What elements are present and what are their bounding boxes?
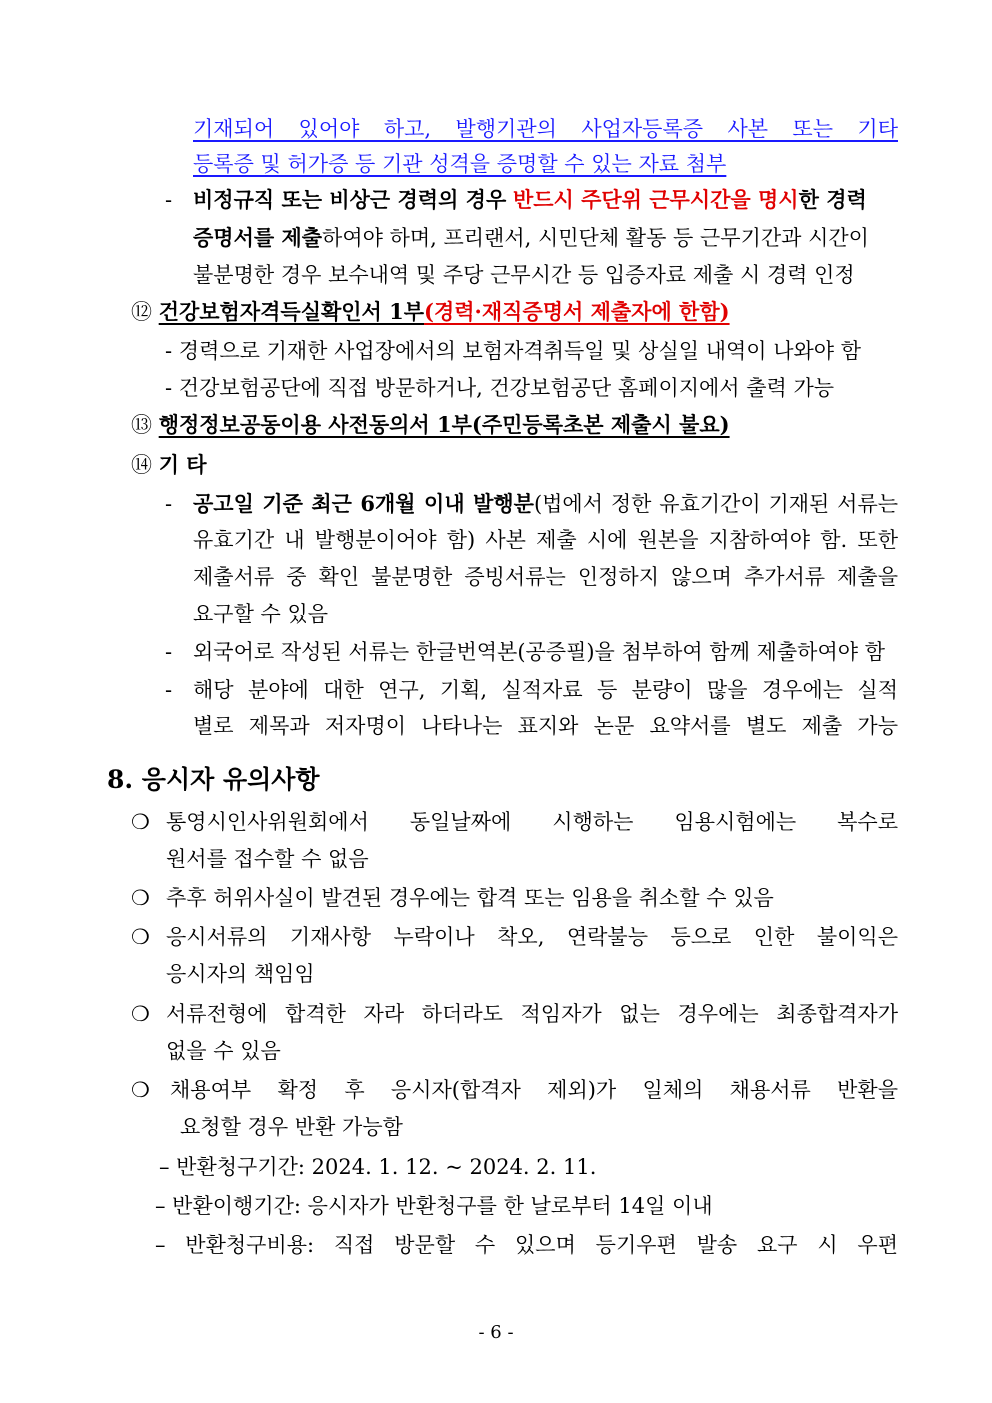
bullet-circle: ❍ bbox=[131, 1002, 150, 1026]
nonreg-line-2 bbox=[193, 224, 869, 252]
item12-note: (경력·재직증명서 제출자에 한함) bbox=[424, 299, 730, 324]
blue-note-line-2: 등록증 및 허가증 등 기관 성격을 증명할 수 있는 자료 첨부 bbox=[193, 152, 727, 176]
item12-bullet-1-text: 경력으로 기재한 사업장에서의 보험자격취득일 및 상실일 내역이 나와야 함 bbox=[178, 339, 862, 363]
item14-bullet-1-line-1 bbox=[193, 490, 898, 518]
section8-item3-line-1: 응시서류의 기재사항 누락이나 착오, 연락불능 등으로 인한 불이익은 bbox=[166, 925, 898, 949]
item14-number: ⑭ bbox=[131, 453, 152, 477]
nonreg-line2-rest: 하여야 하며, 프리랜서, 시민단체 활동 등 근무기간과 시간이 bbox=[322, 226, 869, 250]
section8-item4-line-1: 서류전형에 합격한 자라 하더라도 적임자가 없는 경우에는 최종합격자가 bbox=[166, 1002, 898, 1026]
item12-bullet-2-text: 건강보험공단에 직접 방문하거나, 건강보험공단 홈페이지에서 출력 가능 bbox=[178, 376, 835, 400]
item14-b1-bold: 공고일 기준 최근 6개월 이내 발행분 bbox=[193, 491, 534, 516]
sub-item-return-cost: – 반환청구비용: 직접 방문할 수 있으며 등기우편 발송 요구 시 우편 bbox=[155, 1233, 898, 1257]
section8-item5-line-1: 채용여부 확정 후 응시자(합격자 제외)가 일체의 채용서류 반환을 bbox=[170, 1078, 898, 1102]
item13-heading bbox=[131, 411, 730, 439]
item13-number: ⑬ bbox=[131, 413, 152, 437]
page-number: - 6 - bbox=[478, 1322, 514, 1343]
item14-b1-rest: (법에서 정한 유효기간이 기재된 서류는 bbox=[533, 492, 899, 516]
section8-item3-line-2: 응시자의 책임임 bbox=[166, 962, 315, 986]
section8-item2: 추후 허위사실이 발견된 경우에는 합격 또는 임용을 취소할 수 있음 bbox=[166, 886, 774, 910]
section8-item1-line-1: 통영시인사위원회에서 동일날짜에 시행하는 임용시험에는 복수로 bbox=[166, 810, 898, 834]
item12-bullet-2: - 건강보험공단에 직접 방문하거나, 건강보험공단 홈페이지에서 출력 가능 bbox=[165, 376, 835, 400]
item14-bullet-3-line-1: 해당 분야에 대한 연구, 기획, 실적자료 등 분량이 많을 경우에는 실적 bbox=[193, 678, 898, 702]
item12-heading bbox=[131, 298, 730, 326]
sub-item-return-period: – 반환청구기간: 2024. 1. 12. ~ 2024. 2. 11. bbox=[159, 1155, 597, 1179]
item14-bullet-3-line-2: 별로 제목과 저자명이 나타나는 표지와 논문 요약서를 별도 제출 가능 bbox=[193, 714, 898, 738]
nonreg-bold-a: 비정규직 또는 비상근 경력의 경우 bbox=[193, 187, 507, 212]
nonreg-line-1 bbox=[193, 186, 898, 214]
item14-title: 기 타 bbox=[158, 452, 207, 477]
bullet-circle: ❍ bbox=[131, 925, 150, 949]
nonreg-line2-bold: 증명서를 제출 bbox=[193, 225, 323, 250]
item14-bullet-1-line-2: 유효기간 내 발행분이어야 함) 사본 제출 시에 원본을 지참하여야 함. 또한 bbox=[193, 528, 898, 552]
item14-bullet-1-line-4: 요구할 수 있음 bbox=[193, 602, 329, 626]
item14-heading bbox=[131, 451, 207, 479]
dash: - bbox=[165, 678, 173, 702]
nonreg-line-3: 불분명한 경우 보수내역 및 주당 근무시간 등 입증자료 제출 시 경력 인정 bbox=[193, 263, 855, 287]
item14-bullet-2: 외국어로 작성된 서류는 한글번역본(공증필)을 첨부하여 함께 제출하여야 함 bbox=[193, 640, 885, 664]
item14-bullet-1-line-3: 제출서류 중 확인 불분명한 증빙서류는 인정하지 않으며 추가서류 제출을 bbox=[193, 565, 898, 589]
nonreg-red: 반드시 주단위 근무시간을 명시 bbox=[512, 187, 799, 212]
bullet-circle: ❍ bbox=[131, 1078, 150, 1102]
sub-item-return-deadline: – 반환이행기간: 응시자가 반환청구를 한 날로부터 14일 이내 bbox=[155, 1194, 713, 1218]
item12-number: ⑫ bbox=[131, 300, 152, 324]
dash: - bbox=[165, 188, 173, 212]
section8-item4-line-2: 없을 수 있음 bbox=[166, 1039, 281, 1063]
section8-item1-line-2: 원서를 접수할 수 없음 bbox=[166, 847, 369, 871]
item12-title: 건강보험자격득실확인서 1부 bbox=[158, 299, 425, 324]
item13-title: 행정정보공동이용 사전동의서 1부(주민등록초본 제출시 불요) bbox=[158, 412, 730, 437]
dash: - bbox=[165, 492, 173, 516]
item12-bullet-1: - 경력으로 기재한 사업장에서의 보험자격취득일 및 상실일 내역이 나와야 함 bbox=[165, 339, 862, 363]
section8-heading: 8. 응시자 유의사항 bbox=[107, 765, 320, 794]
bullet-circle: ❍ bbox=[131, 886, 150, 910]
blue-note-line-1: 기재되어 있어야 하고, 발행기관의 사업자등록증 사본 또는 기타 bbox=[193, 117, 898, 141]
bullet-circle: ❍ bbox=[131, 810, 150, 834]
dash: - bbox=[165, 640, 173, 664]
nonreg-bold-b: 한 경력 bbox=[798, 187, 867, 212]
section8-item5-line-2: 요청할 경우 반환 가능함 bbox=[180, 1115, 403, 1139]
